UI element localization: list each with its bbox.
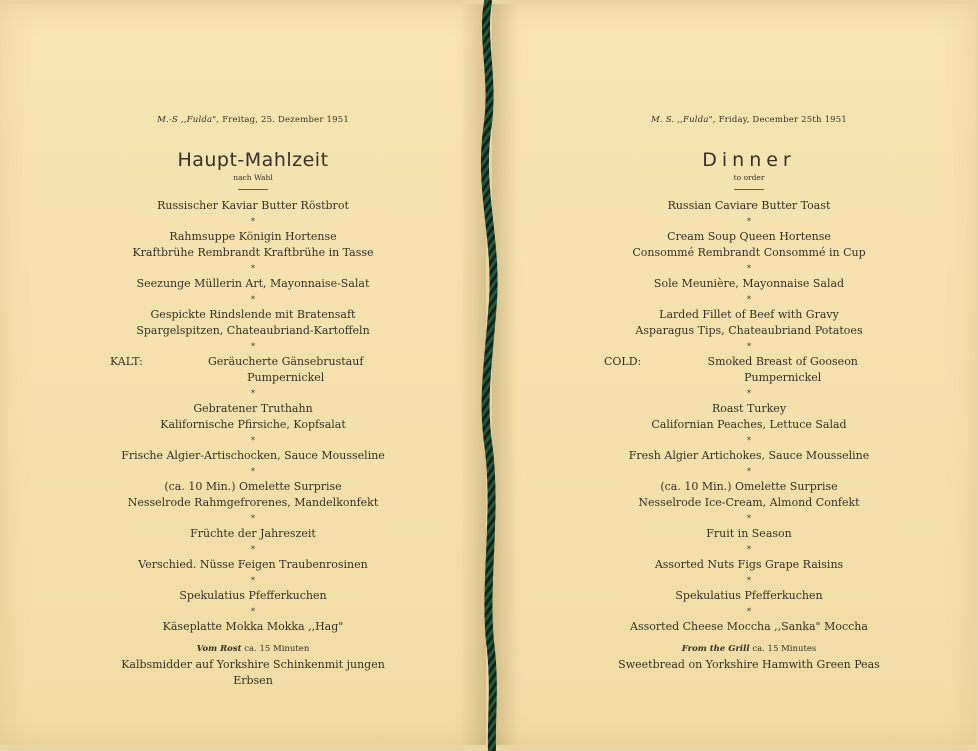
course-line: (ca. 10 Min.) Omelette Surprise bbox=[660, 480, 838, 493]
menu-course bbox=[110, 588, 396, 604]
menu-course bbox=[604, 307, 894, 339]
course-line: Gespickte Rindslende mit Bratensaft bbox=[150, 308, 356, 321]
divider-star: * bbox=[747, 576, 751, 585]
course-line: Verschied. Nüsse Feigen Traubenrosinen bbox=[138, 558, 368, 571]
menu-course bbox=[110, 526, 396, 542]
grill-time: ca. 15 Minutes bbox=[752, 644, 817, 654]
course-line: Fruit in Season bbox=[706, 527, 792, 540]
course-line: Assorted Cheese Moccha ,,Sanka" Moccha bbox=[630, 620, 868, 633]
ship-name: M.-S ,,Fulda", bbox=[157, 115, 220, 125]
menu-course bbox=[604, 479, 894, 511]
menu-course bbox=[110, 557, 396, 573]
course-line: on Pumpernickel bbox=[744, 355, 858, 384]
divider-star: * bbox=[251, 545, 255, 554]
menu-course bbox=[604, 276, 894, 292]
menu-column-english bbox=[604, 112, 894, 673]
divider-star: * bbox=[251, 264, 255, 273]
menu-course bbox=[110, 479, 396, 511]
course-line: Sole Meunière, Mayonnaise Salad bbox=[653, 277, 845, 290]
menu-subtitle: nach Wahl bbox=[233, 173, 273, 182]
cold-label: KALT: bbox=[110, 355, 143, 368]
menu-course bbox=[604, 198, 894, 214]
grill-heading bbox=[110, 641, 396, 657]
divider-star: * bbox=[747, 545, 751, 554]
cold-course bbox=[604, 354, 894, 386]
title-rule bbox=[734, 189, 764, 190]
menu-courses bbox=[604, 198, 894, 673]
menu-column-german bbox=[110, 112, 396, 689]
binding-cord bbox=[471, 0, 511, 751]
course-line: Früchte der Jahreszeit bbox=[190, 527, 316, 540]
menu-course bbox=[604, 588, 894, 604]
course-line: Kraftbrühe Rembrandt Kraftbrühe in Tasse bbox=[132, 246, 374, 259]
course-line: Seezunge Müllerin Art, Mayonnaise-Salat bbox=[136, 277, 370, 290]
course-line: Spekulatius Pfefferkuchen bbox=[179, 589, 327, 602]
title-rule bbox=[238, 189, 268, 190]
menu-header bbox=[604, 112, 894, 128]
menu-course bbox=[604, 229, 894, 261]
menu-course bbox=[110, 401, 396, 433]
menu-course bbox=[110, 229, 396, 261]
course-line: with Green Peas bbox=[788, 658, 880, 671]
course-line: mit jungen Erbsen bbox=[233, 658, 385, 687]
menu-header bbox=[110, 112, 396, 128]
course-line: Nesselrode Rahmgefrorenes, Mandelkonfekt bbox=[127, 496, 379, 509]
divider-star: * bbox=[747, 514, 751, 523]
divider-star: * bbox=[747, 607, 751, 616]
menu-courses bbox=[110, 198, 396, 689]
ship-name: M. S. ,,Fulda", bbox=[651, 115, 716, 125]
menu-course bbox=[604, 448, 894, 464]
course-line: Kalbsmidder auf Yorkshire Schinken bbox=[121, 658, 325, 671]
course-line: auf Pumpernickel bbox=[247, 355, 364, 384]
course-line: (ca. 10 Min.) Omelette Surprise bbox=[164, 480, 342, 493]
course-line: Fresh Algier Artichokes, Sauce Mousseline bbox=[628, 449, 870, 462]
course-line: Spekulatius Pfefferkuchen bbox=[675, 589, 823, 602]
menu-course bbox=[110, 276, 396, 292]
course-line: Russischer Kaviar Butter Röstbrot bbox=[157, 199, 349, 212]
course-line: Larded Fillet of Beef with Gravy bbox=[659, 308, 839, 321]
course-line: Consommé Rembrandt Consommé in Cup bbox=[632, 246, 866, 259]
divider-star: * bbox=[251, 217, 255, 226]
divider-star: * bbox=[747, 295, 751, 304]
divider-star: * bbox=[251, 576, 255, 585]
grill-heading bbox=[604, 641, 894, 657]
divider-star: * bbox=[747, 264, 751, 273]
menu-subtitle: to order bbox=[733, 173, 765, 182]
course-line: Californian Peaches, Lettuce Salad bbox=[651, 418, 847, 431]
menu-course bbox=[110, 198, 396, 214]
course-line: Kalifornische Pfirsiche, Kopfsalat bbox=[160, 418, 346, 431]
cold-label: COLD: bbox=[604, 355, 642, 368]
course-line: Geräucherte Gänsebrust bbox=[208, 355, 346, 368]
divider-star: * bbox=[251, 607, 255, 616]
course-line: Smoked Breast of Goose bbox=[707, 355, 845, 368]
divider-star: * bbox=[251, 295, 255, 304]
divider-star: * bbox=[251, 389, 255, 398]
menu-title: Dinner bbox=[702, 149, 796, 171]
divider-star: * bbox=[251, 467, 255, 476]
divider-star: * bbox=[747, 342, 751, 351]
menu-date: Freitag, 25. Dezember 1951 bbox=[222, 115, 349, 125]
divider-star: * bbox=[251, 342, 255, 351]
divider-star: * bbox=[747, 389, 751, 398]
menu-page-german bbox=[0, 4, 486, 745]
divider-star: * bbox=[251, 514, 255, 523]
course-line: Frische Algier-Artischocken, Sauce Mousseline bbox=[121, 449, 385, 462]
course-line: Roast Turkey bbox=[711, 402, 787, 415]
menu-date: Friday, December 25th 1951 bbox=[718, 115, 847, 125]
course-line: Asparagus Tips, Chateaubriand Potatoes bbox=[635, 324, 863, 337]
divider-star: * bbox=[747, 217, 751, 226]
menu-course bbox=[110, 307, 396, 339]
course-line: Rahmsuppe Königin Hortense bbox=[169, 230, 337, 243]
course-line: Gebratener Truthahn bbox=[193, 402, 313, 415]
course-line: Cream Soup Queen Hortense bbox=[667, 230, 831, 243]
divider-star: * bbox=[251, 436, 255, 445]
course-line: Assorted Nuts Figs Grape Raisins bbox=[654, 558, 844, 571]
menu-course bbox=[110, 619, 396, 635]
menu-course bbox=[604, 557, 894, 573]
course-line: Russian Caviare Butter Toast bbox=[667, 199, 831, 212]
cold-items bbox=[175, 354, 396, 386]
menu-course bbox=[110, 448, 396, 464]
menu-page-english bbox=[492, 4, 976, 745]
menu-course bbox=[604, 401, 894, 433]
grill-label: Vom Rost bbox=[196, 644, 242, 654]
course-line: Nesselrode Ice-Cream, Almond Confekt bbox=[638, 496, 860, 509]
menu-title: Haupt-Mahlzeit bbox=[177, 149, 329, 171]
cold-items bbox=[671, 354, 894, 386]
cold-course bbox=[110, 354, 396, 386]
course-line: Sweetbread on Yorkshire Ham bbox=[618, 658, 789, 671]
divider-star: * bbox=[747, 436, 751, 445]
grill-label: From the Grill bbox=[681, 644, 750, 654]
course-line: Käseplatte Mokka Mokka ,,Hag" bbox=[162, 620, 344, 633]
grill-time: ca. 15 Minuten bbox=[244, 644, 310, 654]
menu-course bbox=[604, 619, 894, 635]
menu-course bbox=[604, 526, 894, 542]
divider-star: * bbox=[747, 467, 751, 476]
course-line: Spargelspitzen, Chateaubriand-Kartoffeln bbox=[136, 324, 370, 337]
